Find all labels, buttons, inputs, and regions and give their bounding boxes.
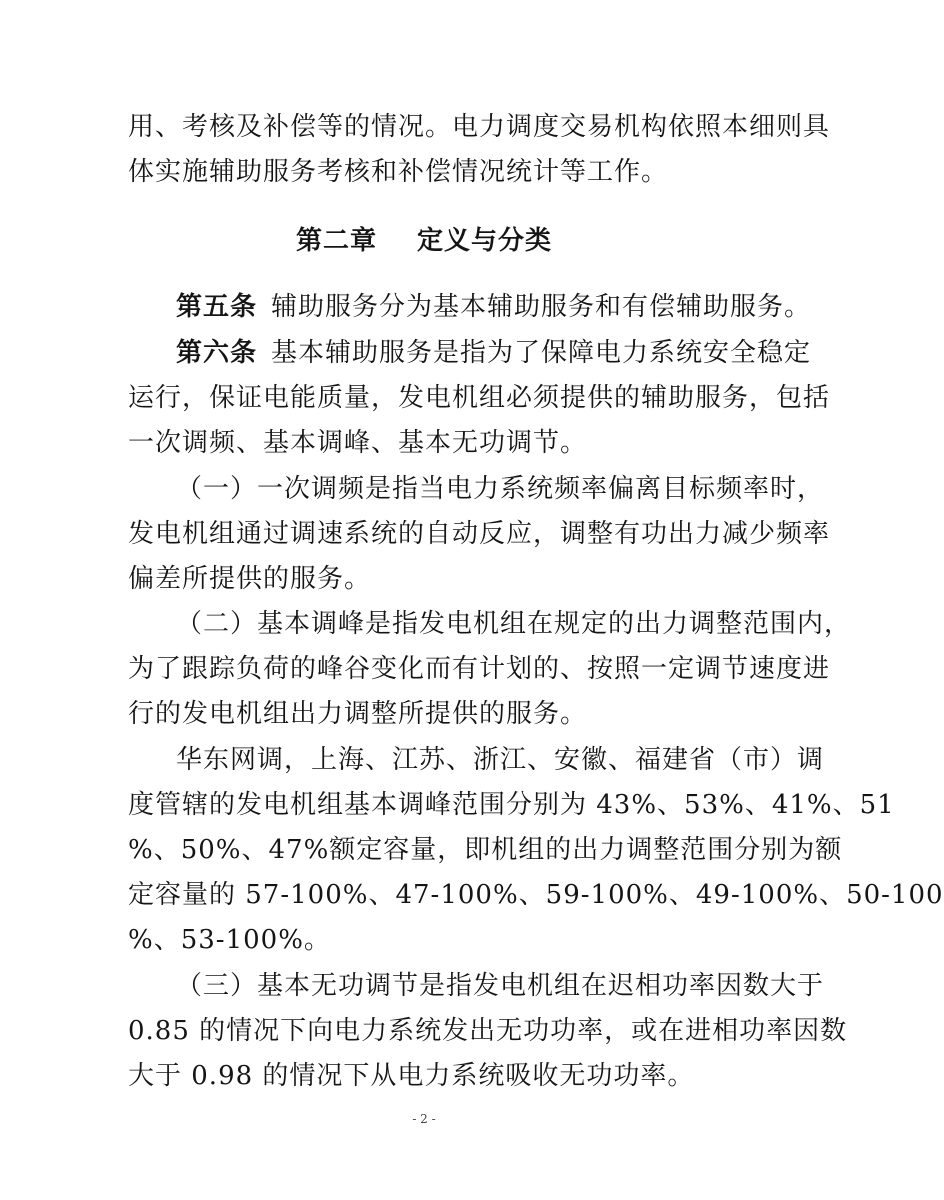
paragraph-line: （一）一次调频是指当电力系统频率偏离目标频率时， — [176, 474, 825, 504]
article-label: 第五条 — [176, 292, 258, 322]
paragraph-line: （二）基本调峰是指发电机组在规定的出力调整范围内， — [176, 609, 852, 639]
paragraph-line: 定容量的 57-100%、47-100%、59-100%、49-100%、50-100 — [128, 880, 944, 910]
chapter-title: 定义与分类 — [417, 226, 553, 256]
paragraph-line: 大于 0.98 的情况下从电力系统吸收无功功率。 — [128, 1061, 695, 1091]
paragraph-line: 华东网调，上海、江苏、浙江、安徽、福建省（市）调 — [176, 745, 825, 775]
paragraph-line: 体实施辅助服务考核和补偿情况统计等工作。 — [128, 157, 669, 187]
article-text: 基本辅助服务是指为了保障电力系统安全稳定 — [271, 338, 812, 368]
paragraph-line: 为了跟踪负荷的峰谷变化而有计划的、按照一定调节速度进 — [128, 654, 831, 684]
article-text: 辅助服务分为基本辅助服务和有偿辅助服务。 — [271, 292, 812, 322]
article-5 — [0, 290, 848, 324]
paragraph-line: 运行，保证电能质量，发电机组必须提供的辅助服务，包括 — [128, 383, 831, 413]
article-label: 第六条 — [176, 338, 258, 368]
paragraph-line: %、50%、47%额定容量，即机组的出力调整范围分别为额 — [128, 835, 843, 865]
paragraph-line: 行的发电机组出力调整所提供的服务。 — [128, 699, 588, 729]
paragraph-line: 发电机组通过调速系统的自动反应，调整有功出力减少频率 — [128, 519, 831, 549]
chapter-number: 第二章 — [295, 226, 377, 256]
chapter-heading — [0, 224, 848, 258]
paragraph-line: 度管辖的发电机组基本调峰范围分别为 43%、53%、41%、51 — [128, 790, 895, 820]
paragraph-line: 偏差所提供的服务。 — [128, 564, 372, 594]
page-number: - 2 - — [412, 1112, 436, 1126]
article-6 — [0, 336, 848, 370]
paragraph-line: 0.85 的情况下向电力系统发出无功功率，或在进相功率因数 — [128, 1016, 848, 1046]
paragraph-line: 用、考核及补偿等的情况。电力调度交易机构依照本细则具 — [128, 112, 831, 142]
paragraph-line: 一次调频、基本调峰、基本无功调节。 — [128, 428, 588, 458]
paragraph-line: %、53-100%。 — [128, 925, 331, 955]
paragraph-line: （三）基本无功调节是指发电机组在迟相功率因数大于 — [176, 971, 825, 1001]
